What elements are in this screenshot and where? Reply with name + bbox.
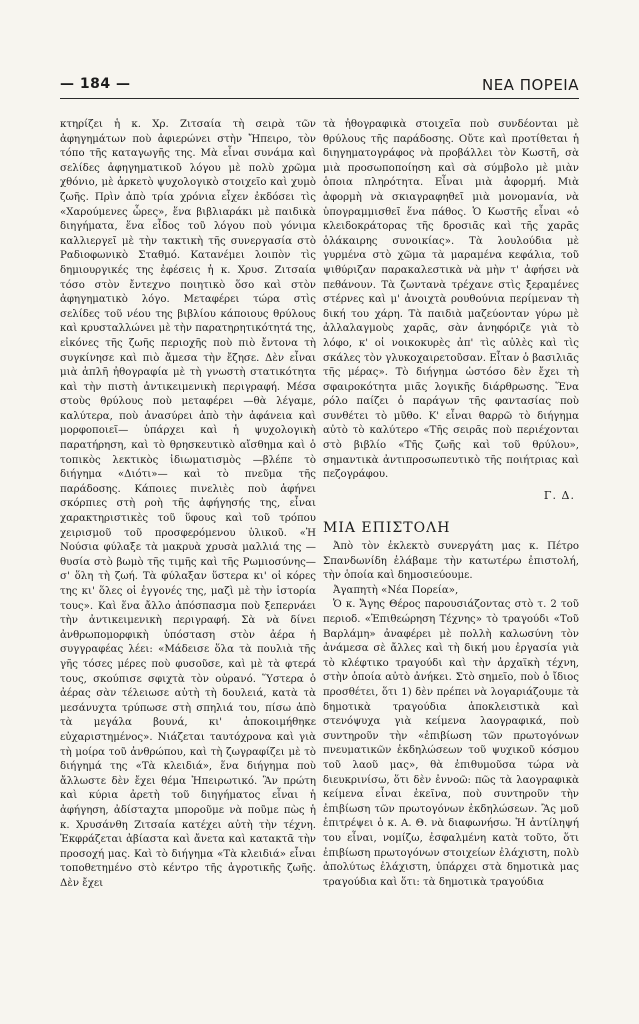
section-heading: ΜΙΑ ΕΠΙΣΤΟΛΗ [323, 520, 451, 537]
page-header [60, 74, 579, 99]
right-column [323, 118, 579, 890]
letter-body: Ὁ κ. Ἄγης Θέρος παρουσιάζοντας στὸ τ. 2 τοῦ περιοδ. «Ἐπιθεώρηση Τέχνης» τὸ τραγούδι «Τοῦ Βαρλάμη» ἀναφέρει μὲ πολλὴ καλωσύνη τὸν ἀνάμεσα σὲ ἄλλες καὶ τὴ δική μου ἐργασία γιὰ τὸ κλέφτικο τραγούδι καὶ τὴν ἀρχαϊκὴ τέχνη, στὴν ὁποία αὐτὸ ἀνήκει. Στὸ σημεῖο, ποὺ ὁ ἴδιος προσθέτει, ὅτι 1) δὲν πρέπει νὰ λογαριάζουμε τὰ δημοτικὰ τραγούδια ἀποκλειστικὰ καὶ στενόψυχα γιὰ κείμενα λαογραφικά, ποὺ συντηροῦν τὴν «ἐπιβίωση τῶν πρωτογόνων πνευματικῶν ἐκδηλώσεων τοῦ ψυχικοῦ κόσμου τοῦ λαοῦ μας», θὰ ἐπιθυμοῦσα τώρα νὰ διευκρινίσω, ὅτι δὲν ἐννοῶ: πῶς τὰ λαογραφικὰ κείμενα εἶναι ἐκεῖνα, ποὺ συντηροῦν τὴν ἐπιβίωση τῶν πρωτογόνων ἐκδηλώσεων. Ἂς μοῦ ἐπιτρέψει ὁ κ. Α. Θ. νὰ διαφωνήσω. Ἡ ἀντίληψή του εἶναι, νομίζω, ἐσφαλμένη κατὰ τοῦτο, ὅτι ἐπιβίωση πρωτογόνων στοιχείων ἐλάχιστη, πολὺ ἀπολύτως ἐλάχιστη, ὑπάρχει στὰ δημοτικὰ μας τραγούδια καὶ ὅτι: τὰ δημοτικὰ τραγούδια [323, 599, 579, 888]
left-column [60, 118, 316, 891]
letter-intro: Ἀπὸ τὸν ἐκλεκτὸ συνεργάτη μας κ. Πέτρο Σπανδωνίδη ἐλάβαμε τὴν κατωτέρω ἐπιστολή, τὴν ὁποία καὶ δημοσιεύουμε. [323, 541, 579, 582]
page-number: — 184 — [60, 76, 131, 92]
letter-salutation: Ἀγαπητὴ «Νέα Πορεία», [333, 584, 459, 596]
review-signature: Γ. Δ. [543, 488, 575, 502]
review-paragraph: κτηρίζει ἡ κ. Χρ. Ζιτσαία τὴ σειρὰ τῶν ἀφηγημάτων ποὺ ἀφιερώνει στὴν Ἤπειρο, τὸν τόπο τῆς καταγωγῆς της. Μὰ εἶναι συνάμα καὶ σελίδες ἀφηγηματικοῦ λόγου μὲ πολὺ χρῶμα χθόνιο, μὲ ἀρκετὸ ψυχολογικὸ στοιχεῖο καὶ χυμὸ ζωῆς. Πρὶν ἀπὸ τρία χρόνια εἶχεν ἐκδόσει τὶς «Χαρούμενες ὧρες», ἕνα βιβλιαράκι μὲ παιδικὰ διηγήματα, ἕνα εἶδος τοῦ λόγου ποὺ γόνιμα καλλιεργεῖ μὲ τὴν τακτικὴ τῆς συνεργασία στὸ Ραδιοφωνικὸ Σταθμό. Κατανέμει λοιπὸν τὶς δημιουργικές της ἐφέσεις ἡ κ. Χρυσ. Ζιτσαία τόσο στὸν ἔντεχνο ποιητικὸ ὅσο καὶ στὸν ἀφηγηματικὸ λόγο. Μεταφέρει τώρα στὶς σελίδες τοῦ νέου της βιβλίου κάποιους θρύλους καὶ κρυσταλλώνει μὲ τὴν παρατηρητικότητά της, εἰκόνες τῆς ζωῆς περιοχῆς ποὺ πιὸ ἔντονα τὴ συγκίνησε καὶ πιὸ ἄμεσα τὴν ἔζησε. Δὲν εἶναι μιὰ ἁπλῆ ἠθογραφία μὲ τὴ γνωστὴ στατικότητα καὶ τὴν πιστὴ ἀντικειμενικὴ περιγραφή. Μέσα στοὺς θρύλους ποὺ μεταφέρει —θὰ λέγαμε, καλύτερα, ποὺ ἀνασύρει ἀπὸ τὴν ἀφάνεια καὶ μορφοποιεῖ— ὑπάρχει καὶ ἡ ψυχολογικὴ παρατήρηση, καὶ τὸ θρησκευτικὸ αἴσθημα καὶ ὁ τοπικὸς λεκτικὸς ἰδιωματισμὸς —βλέπε τὸ διήγημα «Διότι»— καὶ τὸ πνεῦμα τῆς παράδοσης. Κάποιες πινελιὲς ποὺ ἀφήνει σκόρπιες στὴ ροὴ τῆς ἀφήγησής της, εἶναι χαρακτηριστικὲς τοῦ ὕφους καὶ τοῦ τρόπου χειρισμοῦ τοῦ προσφερόμενου ὑλικοῦ. «Ἡ Νούσια φύλαξε τὰ μακρυὰ χρυσὰ μαλλιά της —θυσία στὸ βωμὸ τῆς τιμῆς καὶ τῆς Ρωμιοσύνης— σ' ὅλη τὴ ζωή. Τὰ φύλαξαν ὕστερα κι' οἱ κόρες της κι' ὅλες οἱ ἐγγονές της, μαζὶ μὲ τὴν ἱστορία τους». Καὶ ἕνα ἄλλο ἀπόσπασμα ποὺ ξεπερνάει τὴν ἀντικειμενικὴ περιγραφή. Σὰ νὰ δίνει ἀνθρωπομορφικὴ ὑπόσταση στὸν ἀέρα ἡ συγγραφέας λέει: «Μάδεισε ὅλα τὰ πουλιὰ τῆς γῆς τόσες μέρες ποὺ φυσοῦσε, καὶ μὲ τὰ φτερά τους, σκούπισε σφιχτὰ τὸν οὐρανό. Ὕστερα ὁ ἀέρας σὰν τέλειωσε αὐτὴ τὴ δουλειά, κατὰ τὰ μεσάνυχτα τρύπωσε στὴ σπηλιά του, πίσω ἀπὸ τὰ μεγάλα βουνά, κι' ἀποκοιμήθηκε εὐχαριστημένος». Νιάζεται ταυτόχρονα καὶ γιὰ τὴ μοίρα τοῦ ἀνθρώπου, καὶ τὴ ζωγραφίζει μὲ τὸ διήγημά της «Τὰ κλειδιά», ἕνα διήγημα ποὺ ἄλλωστε δὲν ἔχει θέμα Ἠπειρωτικό. Ἂν πρώτη καὶ κύρια ἀρετὴ τοῦ διηγήματος εἶναι ἡ ἀφήγηση, ἀδίσταχτα μποροῦμε νὰ ποῦμε πὼς ἡ κ. Χρυσάνθη Ζιτσαία κατέχει αὐτὴ τὴν τέχνη. Ἐκφράζεται ἀβίαστα καὶ ἄνετα καὶ κατακτᾶ τὴν προσοχή μας. Καὶ τὸ διήγημα «Τὰ κλειδιά» εἶναι τοποθετημένο στὸ κέντρο τῆς ἀγροτικῆς ζωῆς. Δὲν ἔχει [60, 119, 316, 889]
review-continuation: τὰ ἠθογραφικὰ στοιχεῖα ποὺ συνδέονται μὲ θρύλους τῆς παράδοσης. Οὔτε καὶ προτίθεται ἡ διηγηματογράφος νὰ προβάλλει τὸν Κωστῆ, σὰ μιὰ προσωποποίηση καὶ σὰ σύμβολο μὲ μιὰν ὁποια πληρότητα. Εἶναι μιὰ ἀφορμή. Μιὰ ἀφορμὴ νὰ σκιαγραφηθεῖ μιὰ μονομανία, νὰ ὑπογραμμισθεῖ ἕνα πάθος. Ὁ Κωστῆς εἶναι «ὁ κλειδοκράτορας τῆς δροσιᾶς καὶ τῆς χαρᾶς ὁλάκαιρης συνοικίας». Τὰ λουλούδια μὲ γυρμένα στὸ χῶμα τὰ μαραμένα κεφάλια, τοῦ ψιθύριζαν παρακαλεστικὰ νὰ μὴν τ' ἀφήσει νὰ πεθάνουν. Τὰ ζωντανὰ τρέχανε στὶς ξεραμένες στέρνες καὶ μ' ἀνοιχτὰ ρουθούνια περίμεναν τὴ δική του χάρη. Τὰ παιδιὰ μαζεύονταν γύρω μὲ ἀλλαλαγμοὺς χαρᾶς, σὰν ἀνηφόριζε γιὰ τὸ λόφο, κ' οἱ νοικοκυρὲς ἀπ' τὶς αὐλὲς καὶ τὶς σκάλες τὸν γλυκοχαιρετοῦσαν. Εἶταν ὁ βασιλιᾶς τῆς μέρας». Τὸ διήγημα ὡστόσο δὲν ἔχει τὴ σφαιροκότητα μιᾶς λογικῆς διάρθρωσης. Ἕνα ρόλο παίζει ὁ παράγων τῆς φαντασίας ποὺ συνθέτει τὸ μῦθο. Κ' εἶναι θαρρῶ τὸ διήγημα αὐτὸ τὸ καλύτερο «Τῆς σειρᾶς ποὺ περιέχονται στὸ βιβλίο «Τῆς ζωῆς καὶ τοῦ θρύλου», σημαντικὰ ἀντιπροσωπευτικὸ τῆς ποιήτριας καὶ πεζογράφου. [323, 119, 579, 481]
running-title: ΝΕΑ ΠΟΡΕΙΑ [481, 76, 579, 94]
